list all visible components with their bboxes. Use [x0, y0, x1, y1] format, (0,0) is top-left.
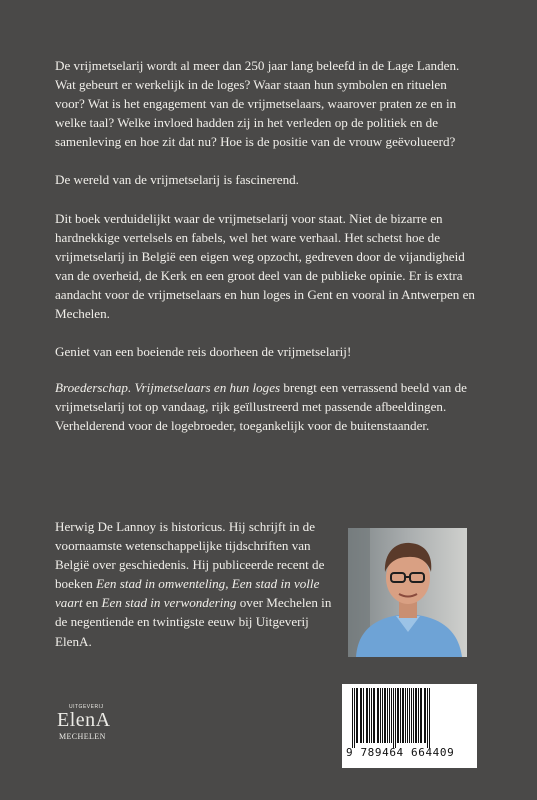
- barcode-bar: [354, 688, 355, 748]
- barcode-bar: [405, 688, 406, 743]
- blurb-paragraph-book: Dit boek verduidelijkt waar de vrijmetselarij voor staat. Niet de bizarre en hardnekkige vertelsels en fabels, wel het ware verhaal. Het schetst hoe de vrijmetselarij in België een eigen weg opzocht, gedreven door de vijandigheid van de overheid, de Kerk en een groot deel van de publieke opinie. Er is extra aandacht voor de vrijmetselaars en hun loges in Gent en vooral in Antwerpen en Mechelen.: [55, 210, 475, 322]
- isbn-barcode: [342, 684, 477, 768]
- barcode-bar: [427, 688, 428, 748]
- barcode-bar: [369, 688, 370, 743]
- author-bio-text-1: Herwig De Lannoy is historicus. Hij schrijft in de voornaamste wetenschappelijke tijdschriften van België over geschiedenis. Hij publiceerde recent de boeken: [55, 519, 325, 592]
- blurb-paragraph-intro: De vrijmetselarij wordt al meer dan 250 jaar lang beleefd in de Lage Landen. Wat gebeurt er werkelijk in de loges? Waar staan hun symbolen en rituelen voor? Wat is het engagement van de vrijmetselaars, waarover praten ze en in welke taal? Welke invloed hadden zij in het verleden op de politiek en de samenleving en hoe zit dat nu? Hoe is de positie van de vrouw geëvolueerd?: [55, 58, 460, 150]
- publisher-logo: [57, 702, 127, 744]
- barcode-bar: [393, 688, 394, 748]
- barcode-bar: [384, 688, 386, 743]
- barcode-bar: [415, 688, 417, 743]
- barcode-bar: [387, 688, 388, 743]
- blurb-paragraph-fascinating: De wereld van de vrijmetselarij is fascinerend.: [55, 172, 299, 188]
- author-bio-sep-2: en: [82, 595, 102, 611]
- author-bio-sep-1: ,: [225, 576, 232, 592]
- barcode-bar: [391, 688, 392, 743]
- author-photo: [348, 528, 467, 657]
- author-bio-text-2: over Mechelen in de negentiende en twintigste eeuw bij Uitgeverij ElenA.: [55, 595, 332, 649]
- barcode-bar: [356, 688, 358, 743]
- barcode-bar: [400, 688, 401, 743]
- publisher-name: ElenA: [57, 709, 111, 731]
- author-bio: [55, 517, 345, 651]
- barcode-bar: [424, 688, 426, 743]
- blurb-summary-text: brengt een verrassend beeld van de vrijmetselarij tot op vandaag, rijk geïllustreerd met passende afbeeldingen. Verhelderend voor de logebroeder, toegankelijk voor de buitenstaander.: [55, 380, 467, 434]
- barcode-bar: [397, 688, 399, 743]
- barcode-bar: [380, 688, 381, 743]
- barcode-bar: [363, 688, 364, 743]
- blurb-paragraph-summary: [55, 378, 475, 435]
- barcode-bar: [420, 688, 422, 743]
- barcode-bar: [413, 688, 414, 743]
- barcode-bar: [352, 688, 353, 748]
- barcode-bar: [409, 688, 410, 743]
- barcode-bar: [371, 688, 372, 743]
- barcode-bar: [402, 688, 404, 743]
- barcode-bar: [389, 688, 390, 743]
- barcode-bar: [395, 688, 396, 748]
- book-title: Broederschap. Vrijmetselaars en hun loges: [55, 380, 281, 396]
- blurb-paragraph-enjoy: Geniet van een boeiende reis doorheen de vrijmetselarij!: [55, 344, 352, 360]
- publisher-label: UITGEVERIJ: [69, 704, 104, 710]
- barcode-bar: [360, 688, 362, 743]
- isbn-number: 9 789464 664409: [346, 746, 455, 759]
- barcode-bar: [377, 688, 379, 743]
- barcode-bar: [366, 688, 368, 743]
- author-book-1: Een stad in omwenteling: [96, 576, 226, 592]
- blurb-text: [55, 56, 475, 455]
- barcode-bar: [418, 688, 419, 743]
- barcode-bar: [373, 688, 375, 743]
- publisher-city: MECHELEN: [59, 732, 106, 741]
- barcode-bar: [411, 688, 412, 743]
- barcode-bar: [429, 688, 430, 748]
- author-portrait-image: [348, 528, 467, 657]
- barcode-bar: [382, 688, 383, 743]
- author-book-3: Een stad in verwondering: [101, 595, 237, 611]
- author-bio-paragraph: [55, 517, 345, 651]
- author-book-2: Een stad in volle vaart: [55, 576, 320, 611]
- barcode-bar: [407, 688, 408, 743]
